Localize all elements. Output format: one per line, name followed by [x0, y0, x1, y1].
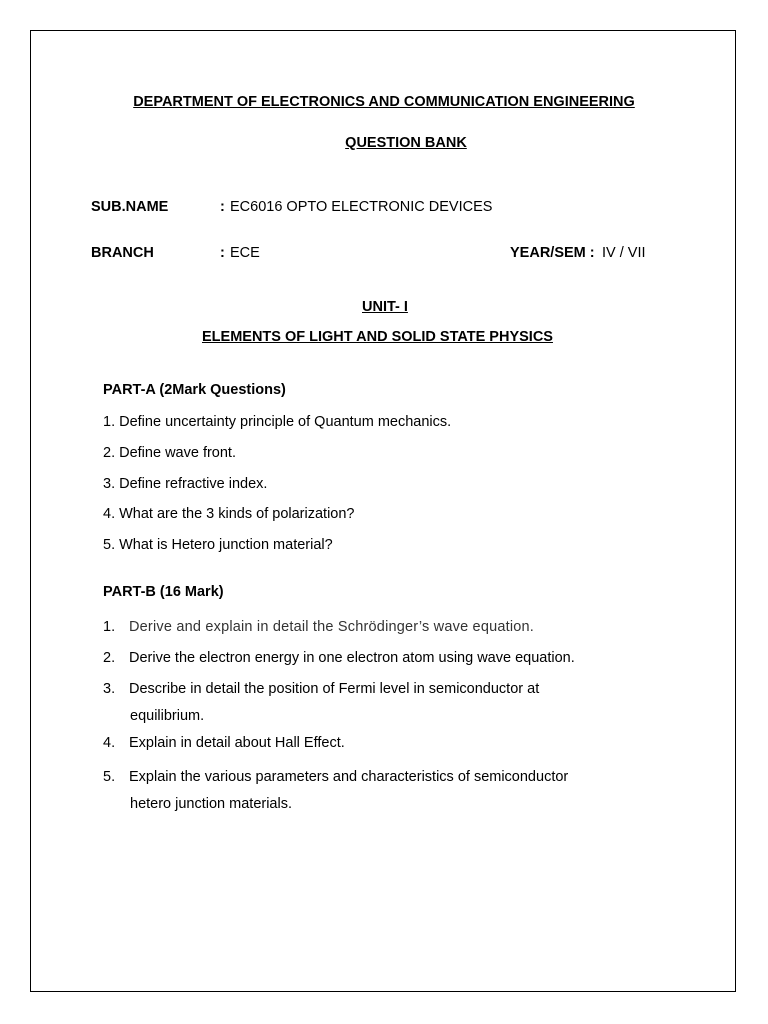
part-a-question: 2. Define wave front.	[103, 445, 236, 461]
part-b-heading: PART-B (16 Mark)	[103, 584, 224, 600]
part-b-question-continuation: equilibrium.	[130, 708, 205, 724]
unit-title: UNIT- I	[362, 299, 408, 315]
part-b-question-number: 1.	[103, 619, 116, 635]
branch-label: BRANCH	[91, 245, 154, 261]
branch-value: ECE	[230, 245, 260, 261]
subject-colon: :	[220, 199, 225, 215]
part-b-question-number: 2.	[103, 650, 116, 666]
part-a-question: 1. Define uncertainty principle of Quantum mechanics.	[103, 414, 452, 430]
part-a-question: 5. What is Hetero junction material?	[103, 537, 333, 553]
subject-value: EC6016 OPTO ELECTRONIC DEVICES	[230, 199, 493, 215]
subject-label: SUB.NAME	[91, 199, 169, 215]
department-heading: DEPARTMENT OF ELECTRONICS AND COMMUNICATION ENGINEERING	[133, 94, 635, 110]
part-a-question: 4. What are the 3 kinds of polarization?	[103, 506, 355, 522]
document-title: QUESTION BANK	[345, 135, 467, 151]
part-b-question-continuation: hetero junction materials.	[130, 796, 292, 812]
part-b-question-text: Explain the various parameters and characteristics of semiconductor	[129, 769, 569, 785]
yearsem-label: YEAR/SEM :	[510, 245, 595, 261]
part-b-question-number: 5.	[103, 769, 116, 785]
part-b-question-number: 4.	[103, 735, 116, 751]
branch-colon: :	[220, 245, 225, 261]
part-b-question-text: Describe in detail the position of Fermi level in semiconductor at	[129, 681, 540, 697]
part-a-heading: PART-A (2Mark Questions)	[103, 382, 286, 398]
unit-subtitle: ELEMENTS OF LIGHT AND SOLID STATE PHYSICS	[202, 329, 553, 345]
part-b-question-text: Explain in detail about Hall Effect.	[129, 735, 345, 751]
part-b-question-text: Derive the electron energy in one electron atom using wave equation.	[129, 650, 575, 666]
yearsem-value: IV / VII	[602, 245, 646, 261]
part-a-question: 3. Define refractive index.	[103, 476, 268, 492]
part-b-question-number: 3.	[103, 681, 116, 697]
part-b-question-text: Derive and explain in detail the Schrödinger’s wave equation.	[129, 619, 535, 635]
